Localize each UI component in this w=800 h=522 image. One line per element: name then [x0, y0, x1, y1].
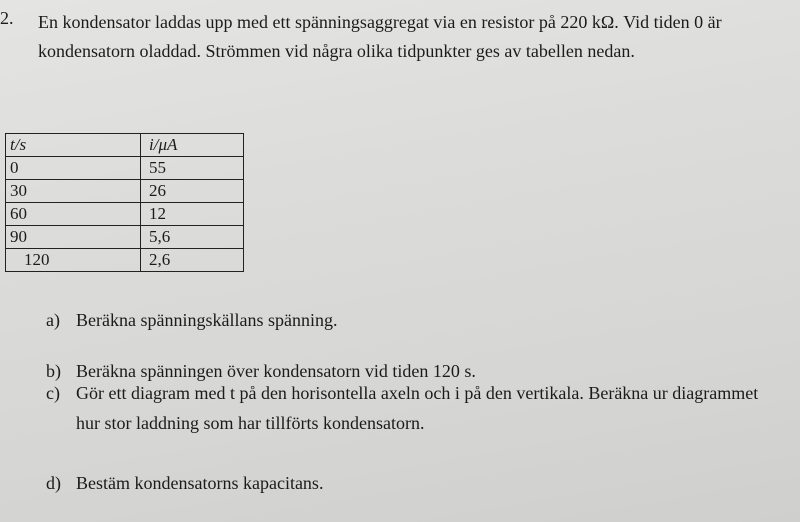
cell-time: 90: [6, 226, 141, 249]
cell-current: 2,6: [141, 249, 244, 272]
table-header-row: [6, 134, 244, 157]
cell-time: 120: [6, 249, 141, 272]
cell-current: 26: [141, 180, 244, 203]
question-text: Beräkna spänningskällans spänning.: [76, 310, 338, 330]
problem-intro: En kondensator laddas upp med ett spänningsaggregat via en resistor på 220 kΩ. Vid tiden 0 är kondensatorn oladdad. Strömmen vid några olika tidpunkter ges av tabellen nedan.: [38, 12, 722, 61]
header-time: t/s: [6, 134, 141, 157]
question-text: Gör ett diagram med t på den horisontella axeln och i på den vertikala. Beräkna ur diagrammet hur stor laddning som har tillförts kondensatorn.: [76, 383, 759, 433]
question-text: Bestäm kondensatorns kapacitans.: [76, 473, 324, 493]
question-text: Beräkna spänningen över kondensatorn vid tiden 120 s.: [76, 361, 476, 381]
cell-time: 0: [6, 157, 141, 180]
cell-time: 60: [6, 203, 141, 226]
problem-number: 2.: [0, 8, 14, 28]
cell-current: 5,6: [141, 226, 244, 249]
question-label: d): [46, 473, 61, 493]
table-row: [6, 203, 244, 226]
question-label: c): [46, 383, 60, 403]
data-table: [5, 133, 244, 272]
header-current: i/μA: [141, 134, 244, 157]
cell-current: 55: [141, 157, 244, 180]
table-row: [6, 249, 244, 272]
table-row: [6, 157, 244, 180]
cell-time: 30: [6, 180, 141, 203]
table-row: [6, 226, 244, 249]
question-label: b): [46, 361, 61, 381]
table-row: [6, 180, 244, 203]
question-label: a): [46, 310, 60, 330]
cell-current: 12: [141, 203, 244, 226]
